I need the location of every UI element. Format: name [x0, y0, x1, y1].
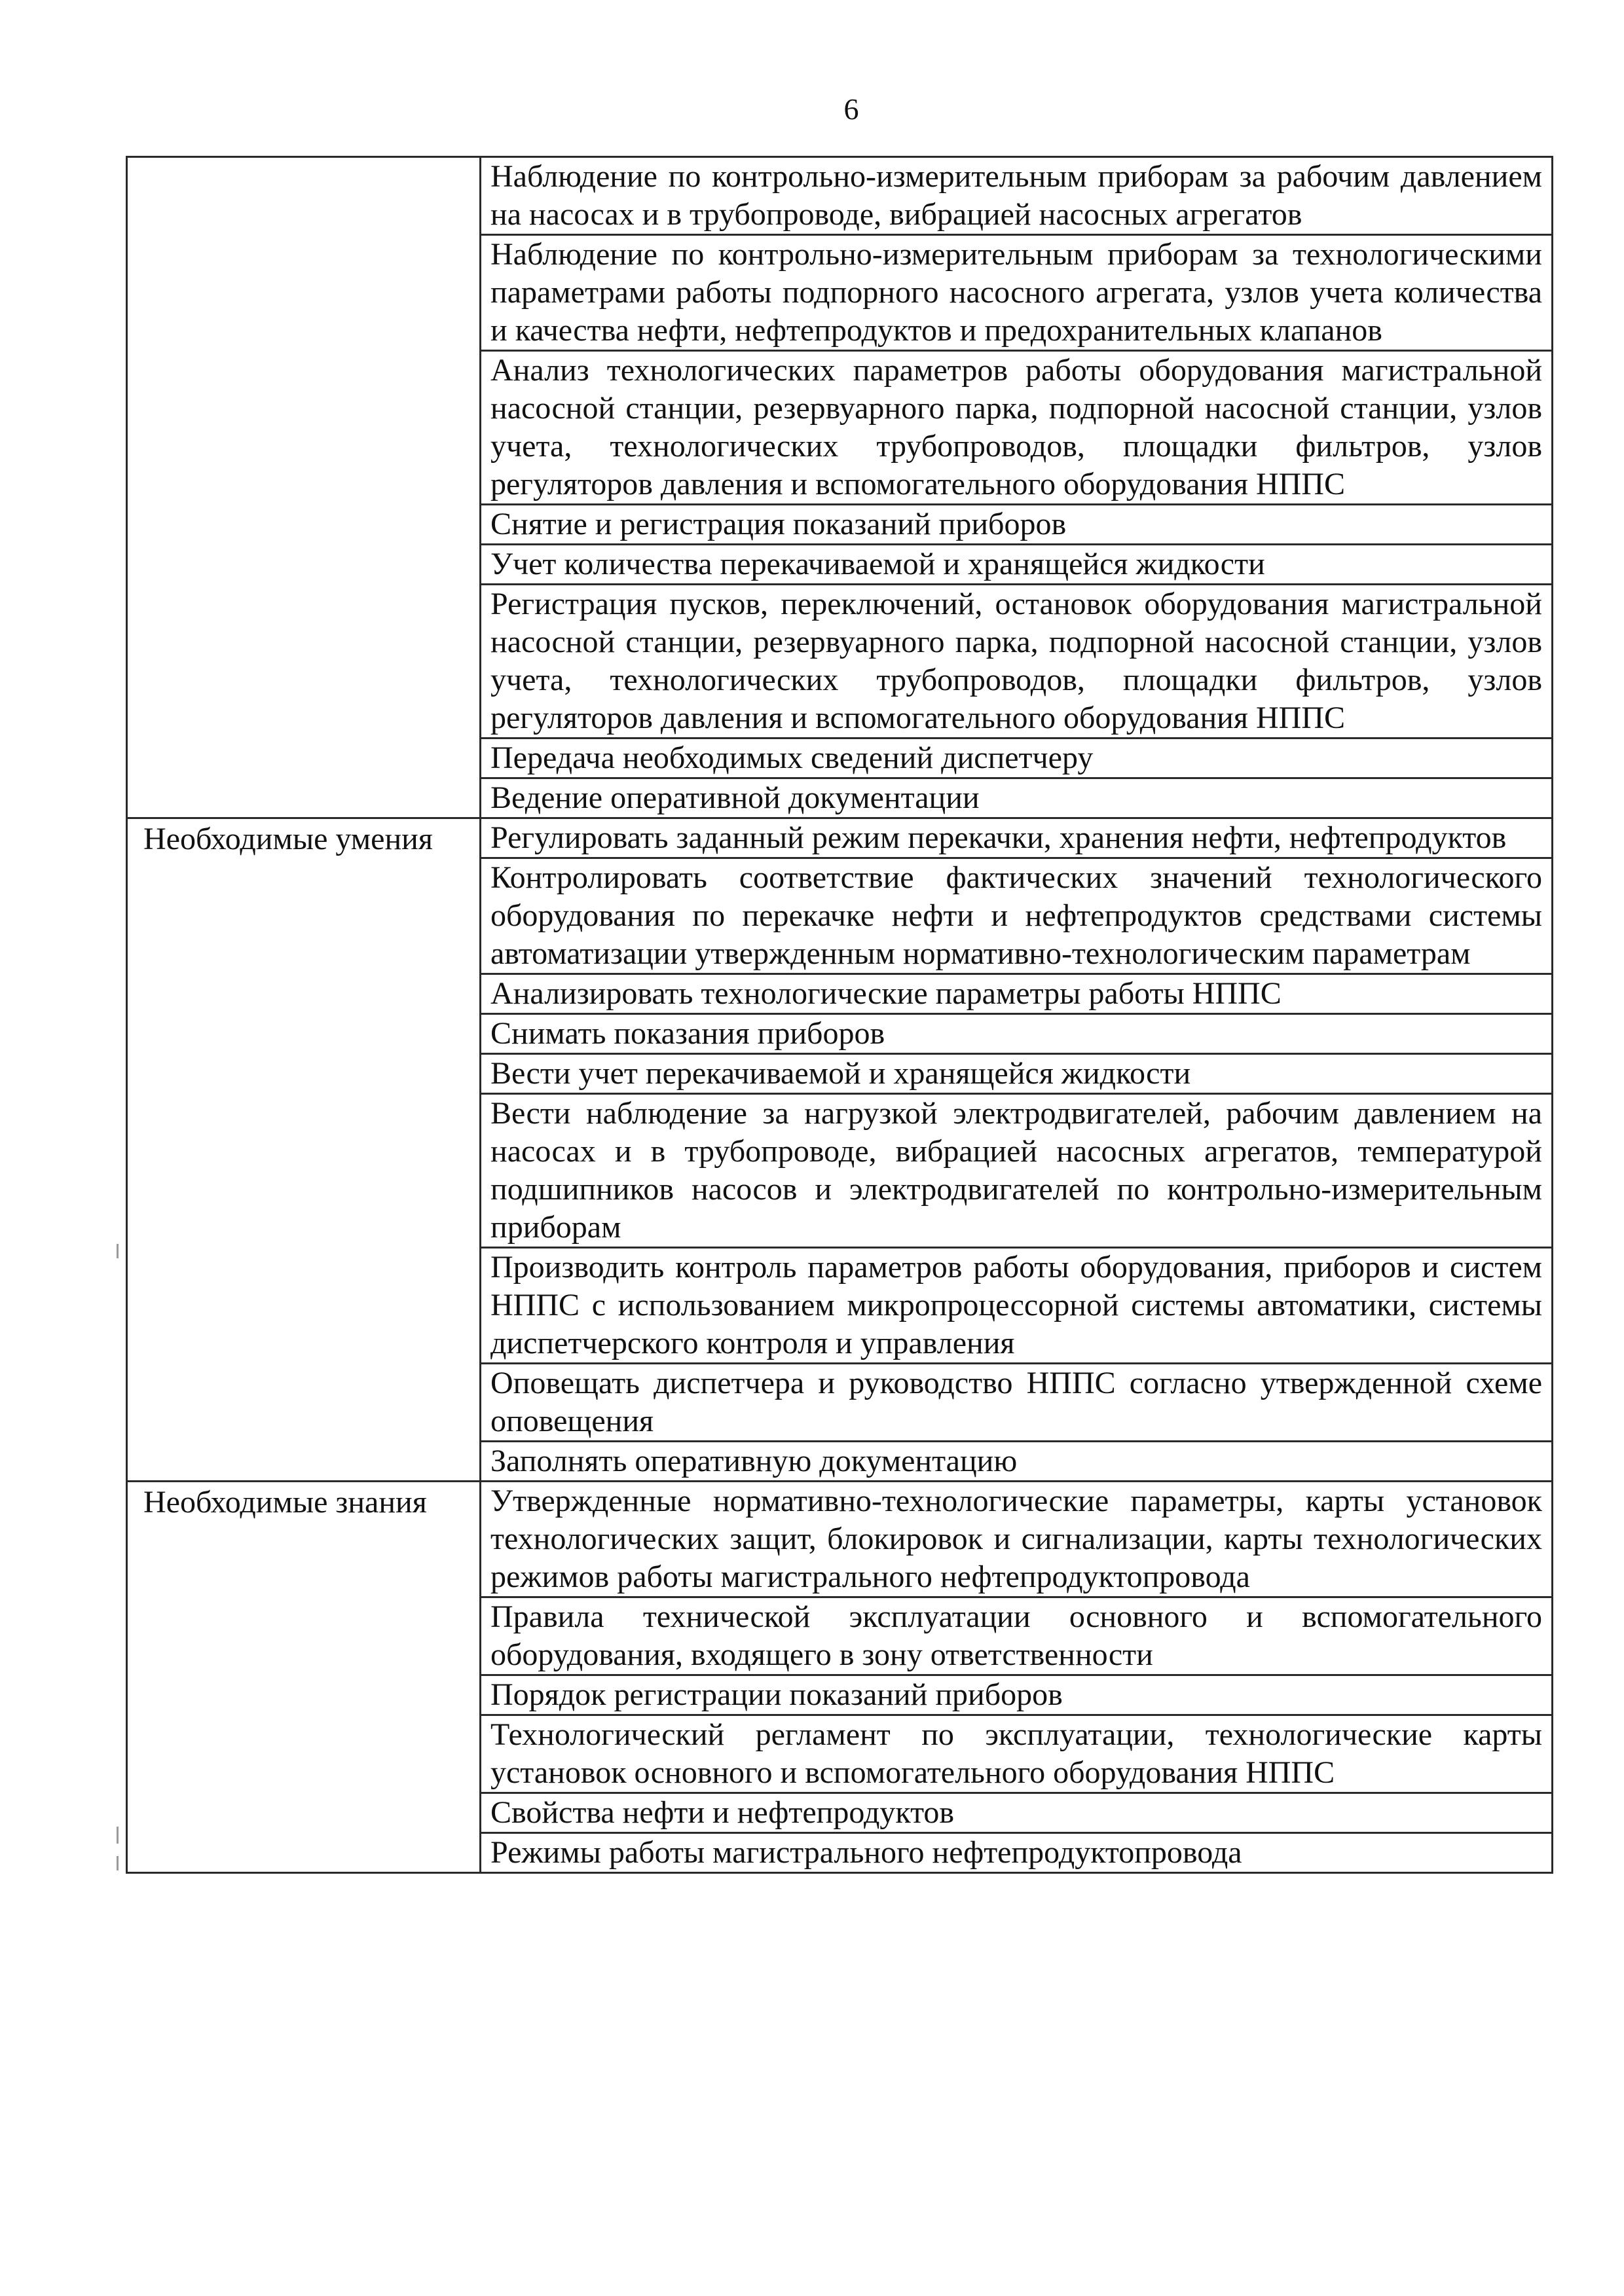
section-label: Необходимые умения	[127, 818, 481, 1482]
table-cell-item: Свойства нефти и нефтепродуктов	[481, 1793, 1553, 1833]
section-label	[127, 157, 481, 818]
table-cell-item: Вести учет перекачиваемой и хранящейся жидкости	[481, 1054, 1553, 1094]
table-cell-item: Порядок регистрации показаний приборов	[481, 1675, 1553, 1715]
scan-mark	[117, 1827, 119, 1844]
table-cell-item: Заполнять оперативную документацию	[481, 1442, 1553, 1482]
table-row	[127, 818, 1553, 858]
scan-mark	[117, 1244, 119, 1258]
table-row	[127, 1482, 1553, 1597]
table-cell-item: Оповещать диспетчера и руководство НППС согласно утвержденной схеме оповещения	[481, 1364, 1553, 1442]
table-cell-item: Контролировать соответствие фактических значений технологического оборудования по перекачке нефти и нефтепродуктов средствами системы автоматизации утвержденным нормативно-технологическим параметрам	[481, 858, 1553, 974]
table-cell-item: Режимы работы магистрального нефтепродуктопровода	[481, 1833, 1553, 1873]
competency-table	[126, 156, 1553, 1874]
table-cell-item: Ведение оперативной документации	[481, 778, 1553, 818]
table-cell-item: Анализ технологических параметров работы оборудования магистральной насосной станции, резервуарного парка, подпорной насосной станции, узлов учета, технологических трубопроводов, площадки фильтров, узлов регуляторов давления и вспомогательного оборудования НППС	[481, 351, 1553, 505]
table-cell-item: Правила технической эксплуатации основного и вспомогательного оборудования, входящего в зону ответственности	[481, 1597, 1553, 1675]
table-row	[127, 157, 1553, 235]
table-cell-item: Регулировать заданный режим перекачки, хранения нефти, нефтепродуктов	[481, 818, 1553, 858]
table-body	[127, 157, 1553, 1873]
scan-mark	[117, 1856, 119, 1870]
table-cell-item: Анализировать технологические параметры работы НППС	[481, 974, 1553, 1014]
section-label: Необходимые знания	[127, 1482, 481, 1873]
table-cell-item: Учет количества перекачиваемой и хранящейся жидкости	[481, 545, 1553, 585]
table-cell-item: Передача необходимых сведений диспетчеру	[481, 738, 1553, 778]
table-cell-item: Регистрация пусков, переключений, остановок оборудования магистральной насосной станции, резервуарного парка, подпорной насосной станции, узлов учета, технологических трубопроводов, площадки фильтров, узлов регуляторов давления и вспомогательного оборудования НППС	[481, 585, 1553, 738]
table-cell-item: Снятие и регистрация показаний приборов	[481, 505, 1553, 545]
table-cell-item: Наблюдение по контрольно-измерительным приборам за технологическими параметрами работы подпорного насосного агрегата, узлов учета количества и качества нефти, нефтепродуктов и предохранительных клапанов	[481, 235, 1553, 351]
table-cell-item: Снимать показания приборов	[481, 1014, 1553, 1054]
table-cell-item: Технологический регламент по эксплуатации, технологические карты установок основного и вспомогательного оборудования НППС	[481, 1715, 1553, 1793]
table-cell-item: Вести наблюдение за нагрузкой электродвигателей, рабочим давлением на насосах и в трубопроводе, вибрацией насосных агрегатов, температурой подшипников насосов и электродвигателей по контрольно-измерительным приборам	[481, 1094, 1553, 1248]
table-cell-item: Производить контроль параметров работы оборудования, приборов и систем НППС с использованием микропроцессорной системы автоматики, системы диспетчерского контроля и управления	[481, 1248, 1553, 1364]
page-number: 6	[843, 92, 859, 126]
table-cell-item: Наблюдение по контрольно-измерительным приборам за рабочим давлением на насосах и в трубопроводе, вибрацией насосных агрегатов	[481, 157, 1553, 235]
table-cell-item: Утвержденные нормативно-технологические параметры, карты установок технологических защит, блокировок и сигнализации, карты технологических режимов работы магистрального нефтепродуктопровода	[481, 1482, 1553, 1597]
